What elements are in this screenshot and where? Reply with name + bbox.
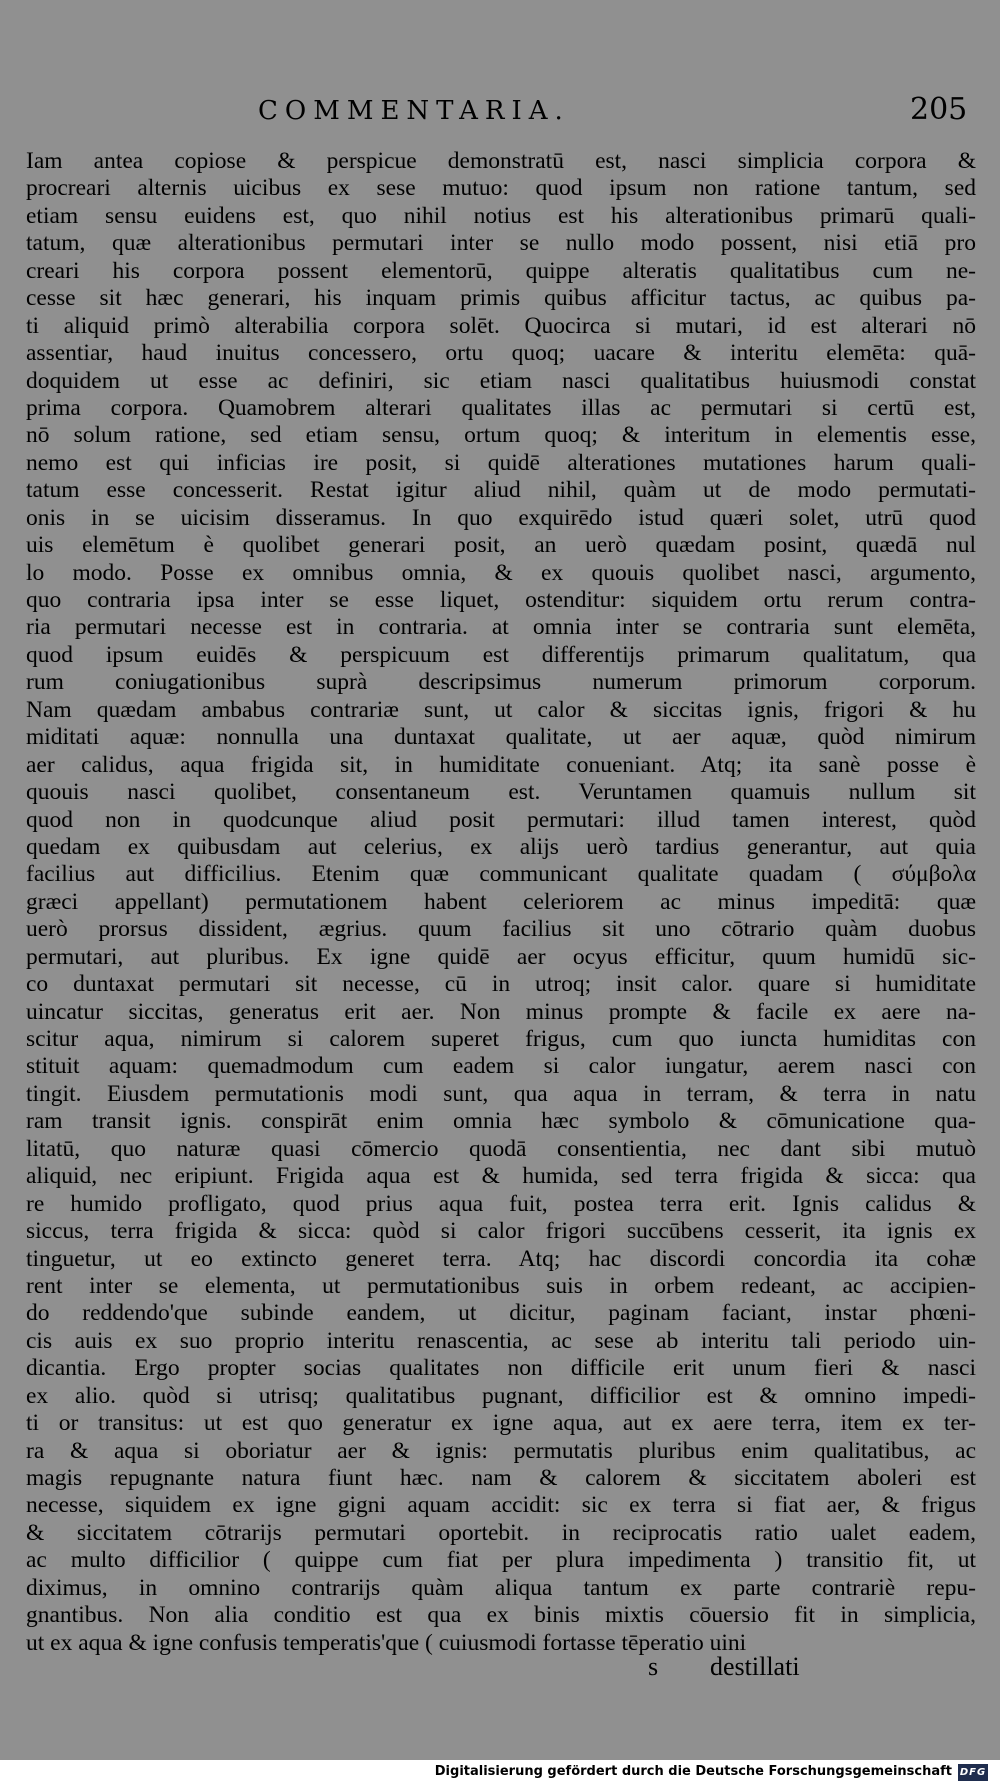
text-line: gnantibus. Non alia conditio est qua ex binis mixtis cōuersio fit in simplicia, <box>26 1602 976 1629</box>
text-line: ac multo difficilior ( quippe cum fiat per plura impedimenta ) transitio fit, ut <box>26 1547 976 1574</box>
text-line: etiam sensu euidens est, quo nihil notius est his alterationibus primarū quali- <box>26 202 976 229</box>
digitization-footer <box>0 1760 1000 1787</box>
text-line: quouis nasci quolibet, consentaneum est. Veruntamen quamuis nullum sit <box>26 779 976 806</box>
text-line: aliquid, nec eripiunt. Frigida aqua est & humida, sed terra frigida & sicca: qua <box>26 1163 976 1190</box>
text-line: ut ex aqua & igne confusis temperatis'que ( cuiusmodi fortasse tēperatio uini <box>26 1629 747 1656</box>
text-line: magis repugnante natura fiunt hæc. nam & calorem & siccitatem aboleri est <box>26 1465 976 1491</box>
text-line: litatū, quo naturæ quasi cōmercio quodā consentientia, nec dant sibi mutuò <box>26 1135 976 1162</box>
running-title: COMMENTARIA. <box>258 96 570 126</box>
signature-mark: s <box>648 1652 659 1681</box>
text-line: græci appellant) permutationem habent celeriorem ac minus impeditā: quæ <box>26 888 976 915</box>
text-line: stituit aquam: quemadmodum cum eadem si calor iungatur, aerem nasci con <box>26 1053 976 1080</box>
text-line: tingit. Eiusdem permutationis modi sunt, qua aqua in terram, & terra in natu <box>26 1080 976 1107</box>
text-line: & siccitatem cōtrarijs permutari oportebit. in reciprocatis ratio ualet eadem, <box>26 1519 976 1546</box>
text-line: permutari, aut pluribus. Ex igne quidē aer ocyus efficitur, quum humidū sic- <box>26 943 976 970</box>
text-line: do reddendo'que subinde eandem, ut dicitur, paginam faciant, instar phœni- <box>26 1300 976 1327</box>
text-line: creari his corpora possent elementorū, quippe alteratis qualitatibus cum ne- <box>26 257 976 284</box>
text-line: facilius aut difficilius. Etenim quæ communicant qualitate quadam ( σύμβολα <box>26 861 976 888</box>
text-line: doquidem ut esse ac definiri, sic etiam nasci qualitatibus huiusmodi constat <box>26 367 976 394</box>
text-line: tinguetur, ut eo extincto generet terra. Atq; hac discordi concordia ita cohæ <box>26 1245 976 1272</box>
text-line: necesse, siquidem ex igne gigni aquam accidit: sic ex terra si fiat aer, & frigus <box>26 1492 976 1519</box>
dfg-logo: DFG <box>958 1764 988 1781</box>
text-line: ria permutari necesse est in contraria. at omnia inter se contraria sunt elemēta, <box>26 614 976 641</box>
text-line: ra & aqua si oboriatur aer & ignis: permutatis pluribus enim qualitatibus, ac <box>26 1437 976 1464</box>
text-line: rent inter se elementa, ut permutationibus suis in orbem redeant, ac accipien- <box>26 1272 976 1299</box>
text-line: quod non in quodcunque aliud posit permutari: illud tamen interest, quòd <box>26 806 976 833</box>
text-line: quedam ex quibusdam aut celerius, ex alijs uerò tardius generantur, aut quia <box>26 833 976 860</box>
text-line: aer calidus, aqua frigida sit, in humiditate conueniant. Atq; ita sanè posse è <box>26 751 976 778</box>
text-line: scitur aqua, nimirum si calorem superet frigus, cum quo iuncta humiditas con <box>26 1026 976 1052</box>
catchword: destillati <box>710 1652 800 1681</box>
text-line: tatum esse concesserit. Restat igitur aliud nihil, quàm ut de modo permutati- <box>26 477 976 504</box>
text-line: prima corpora. Quamobrem alterari qualitates illas ac permutari si certū est, <box>26 394 976 421</box>
text-line: quod ipsum euidēs & perspicuum est differentijs primarum qualitatum, qua <box>26 641 976 668</box>
page-number: 205 <box>910 92 968 127</box>
text-line: quo contraria ipsa inter se esse liquet, ostenditur: siquidem ortu rerum contra- <box>26 587 976 613</box>
page-header <box>0 90 1000 130</box>
text-line: onis in se uicisim disseramus. In quo exquirēdo istud quæri solet, utrū quod <box>26 504 976 531</box>
text-line: ti aliquid primò alterabilia corpora solēt. Quocirca si mutari, id est alterari nō <box>26 312 976 339</box>
text-line: miditati aquæ: nonnulla una duntaxat qualitate, ut aer aquæ, quòd nimirum <box>26 724 976 751</box>
text-line: siccus, terra frigida & sicca: quòd si calor frigori succūbens cesserit, ita ignis ex <box>26 1218 976 1245</box>
body-text <box>26 148 976 1657</box>
funding-note: Digitalisierung gefördert durch die Deutsche Forschungsgemeinschaft <box>434 1764 952 1779</box>
text-line: uerò prorsus dissident, ægrius. quum facilius sit uno cōtrario quàm duobus <box>26 916 976 943</box>
text-line: ti or transitus: ut est quo generatur ex igne aqua, aut ex aere terra, item ex ter- <box>26 1410 976 1437</box>
text-line: rum coniugationibus suprà descripsimus numerum primorum corporum. <box>26 669 976 696</box>
text-line: tatum, quæ alterationibus permutari inter se nullo modo possent, nisi etiā pro <box>26 230 976 257</box>
text-line: ex alio. quòd si utrisq; qualitatibus pugnant, difficilior est & omnino impedi- <box>26 1382 976 1409</box>
text-line: cesse sit hæc generari, his inquam primis quibus afficitur tactus, ac quibus pa- <box>26 285 976 312</box>
text-line: re humido profligato, quod prius aqua fuit, postea terra erit. Ignis calidus & <box>26 1190 976 1217</box>
text-line: diximus, in omnino contrarijs quàm aliqua tantum ex parte contrariè repu- <box>26 1574 976 1601</box>
text-line: nemo est qui inficias ire posit, si quidē alterationes mutationes harum quali- <box>26 449 976 476</box>
text-line: uincatur siccitas, generatus erit aer. Non minus prompte & facile ex aere na- <box>26 998 976 1025</box>
text-line: Nam quædam ambabus contrariæ sunt, ut calor & siccitas ignis, frigori & hu <box>26 696 976 723</box>
text-line: Iam antea copiose & perspicue demonstratū est, nasci simplicia corpora & <box>26 148 976 174</box>
text-line: cis auis ex suo proprio interitu renascentia, ac sese ab interitu tali periodo uin- <box>26 1327 976 1354</box>
text-line: lo modo. Posse ex omnibus omnia, & ex quouis quolibet nasci, argumento, <box>26 559 976 586</box>
text-line: procreari alternis uicibus ex sese mutuo: quod ipsum non ratione tantum, sed <box>26 175 976 202</box>
text-line: co duntaxat permutari sit necesse, cū in utroq; insit calor. quare si humiditate <box>26 971 976 998</box>
text-line: nō solum ratione, sed etiam sensu, ortum quoq; & interitum in elementis esse, <box>26 422 976 449</box>
text-line: uis elemētum è quolibet generari posit, an uerò quædam posint, quædā nul <box>26 532 976 559</box>
text-line: ram transit ignis. conspirāt enim omnia hæc symbolo & cōmunicatione qua- <box>26 1108 976 1135</box>
text-line: dicantia. Ergo propter socias qualitates non difficile erit unum fieri & nasci <box>26 1355 976 1382</box>
page-foot <box>0 1652 1000 1684</box>
text-line: assentiar, haud inuitus concessero, ortu quoq; uacare & interitu elemēta: quā- <box>26 340 976 367</box>
